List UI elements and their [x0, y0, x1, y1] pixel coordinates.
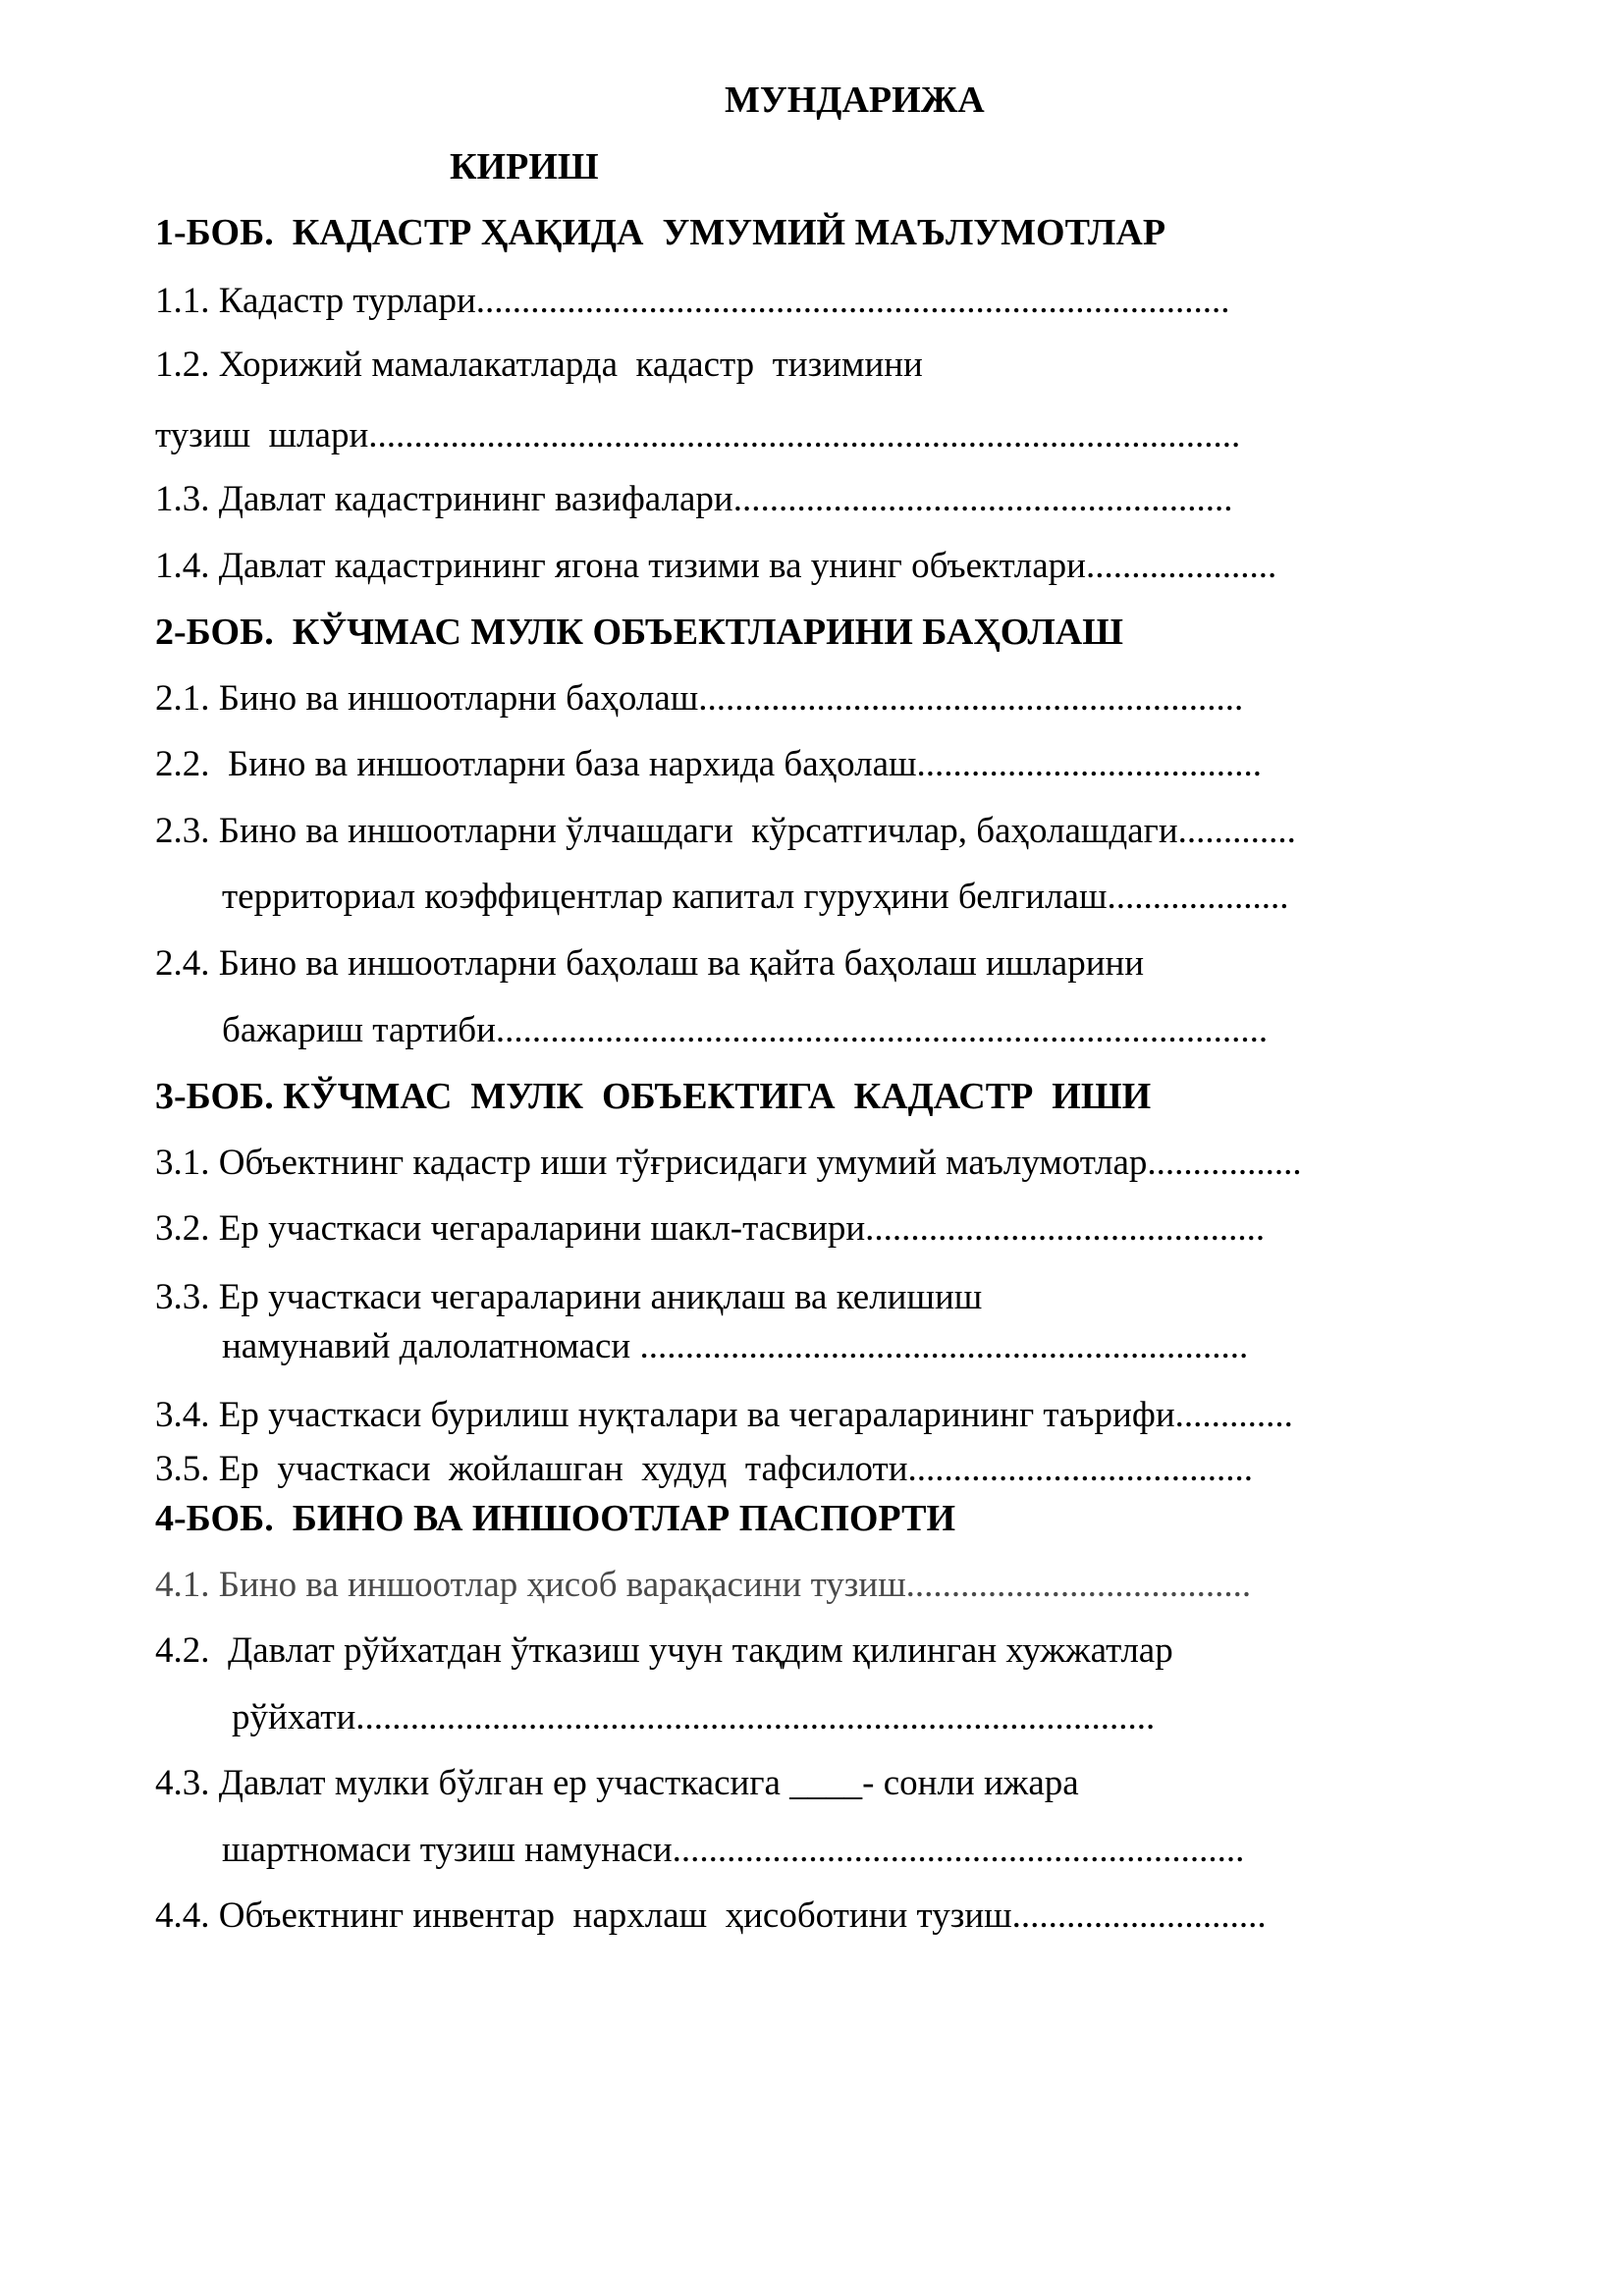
toc-entry-3-2: 3.2. Ер участкаси чегараларини шакл-тасвири............................................ — [155, 1208, 1266, 1249]
toc-entry-1-1: 1.1. Кадастр турлари................................................................................... — [155, 281, 1230, 321]
page-title: МУНДАРИЖА — [725, 80, 985, 121]
toc-entry-3-3-cont: намунавий далолатномаси ................................................................... — [222, 1326, 1249, 1366]
toc-entry-2-3-cont: территориал коэффицентлар капитал гуруҳини белгилаш.................... — [222, 877, 1289, 917]
toc-entry-3-1: 3.1. Объектнинг кадастр иши тўғрисидаги умумий маълумотлар................. — [155, 1143, 1302, 1183]
toc-entry-4-4: 4.4. Объектнинг инвентар нархлаш ҳисоботини тузиш............................ — [155, 1896, 1267, 1936]
toc-entry-1-3: 1.3. Давлат кадастрининг вазифалари....................................................... — [155, 479, 1233, 519]
toc-entry-2-3: 2.3. Бино ва иншоотларни ўлчашдаги кўрсатгичлар, баҳолашдаги............. — [155, 811, 1296, 851]
toc-entry-2-1: 2.1. Бино ва иншоотларни баҳолаш............................................................ — [155, 678, 1244, 719]
toc-entry-2-4-cont: бажариш тартиби..................................................................................... — [222, 1010, 1269, 1050]
toc-entry-1-2-cont: тузиш шлари................................................................................................ — [155, 415, 1241, 455]
toc-entry-2-4: 2.4. Бино ва иншоотларни баҳолаш ва қайта баҳолаш ишларини — [155, 943, 1145, 984]
toc-entry-2-2: 2.2. Бино ва иншоотларни база нархида баҳолаш...................................... — [155, 744, 1263, 784]
toc-entry-4-1: 4.1. Бино ва иншоотлар ҳисоб варақасини тузиш...................................... — [155, 1565, 1252, 1605]
toc-entry-1-2: 1.2. Хорижий мамалакатларда кадастр тизимини — [155, 345, 923, 385]
toc-entry-4-3-cont: шартномаси тузиш намунаси............................................................... — [222, 1830, 1245, 1870]
toc-entry-3-5: 3.5. Ер участкаси жойлашган худуд тафсилоти...................................... — [155, 1449, 1254, 1489]
intro-heading: КИРИШ — [450, 146, 599, 187]
toc-entry-4-2: 4.2. Давлат рўйхатдан ўтказиш учун тақдим қилинган хужжатлар — [155, 1630, 1173, 1671]
toc-entry-4-3: 4.3. Давлат мулки бўлган ер участкасига ____- сонли ижара — [155, 1763, 1079, 1803]
chapter-3-heading: 3-БОБ. КЎЧМАС МУЛК ОБЪЕКТИГА КАДАСТР ИШИ — [155, 1076, 1152, 1117]
toc-entry-3-4: 3.4. Ер участкаси бурилиш нуқталари ва чегараларининг таърифи............. — [155, 1395, 1293, 1435]
chapter-4-heading: 4-БОБ. БИНО ВА ИНШООТЛАР ПАСПОРТИ — [155, 1498, 956, 1539]
toc-entry-4-2-cont: рўйхати........................................................................................ — [232, 1697, 1156, 1737]
chapter-2-heading: 2-БОБ. КЎЧМАС МУЛК ОБЪЕКТЛАРИНИ БАҲОЛАШ — [155, 612, 1123, 653]
toc-entry-1-4: 1.4. Давлат кадастрининг ягона тизими ва унинг объектлари..................... — [155, 546, 1277, 586]
toc-entry-3-3: 3.3. Ер участкаси чегараларини аниқлаш ва келишиш — [155, 1277, 983, 1317]
chapter-1-heading: 1-БОБ. КАДАСТР ҲАҚИДА УМУМИЙ МАЪЛУМОТЛАР — [155, 212, 1166, 253]
